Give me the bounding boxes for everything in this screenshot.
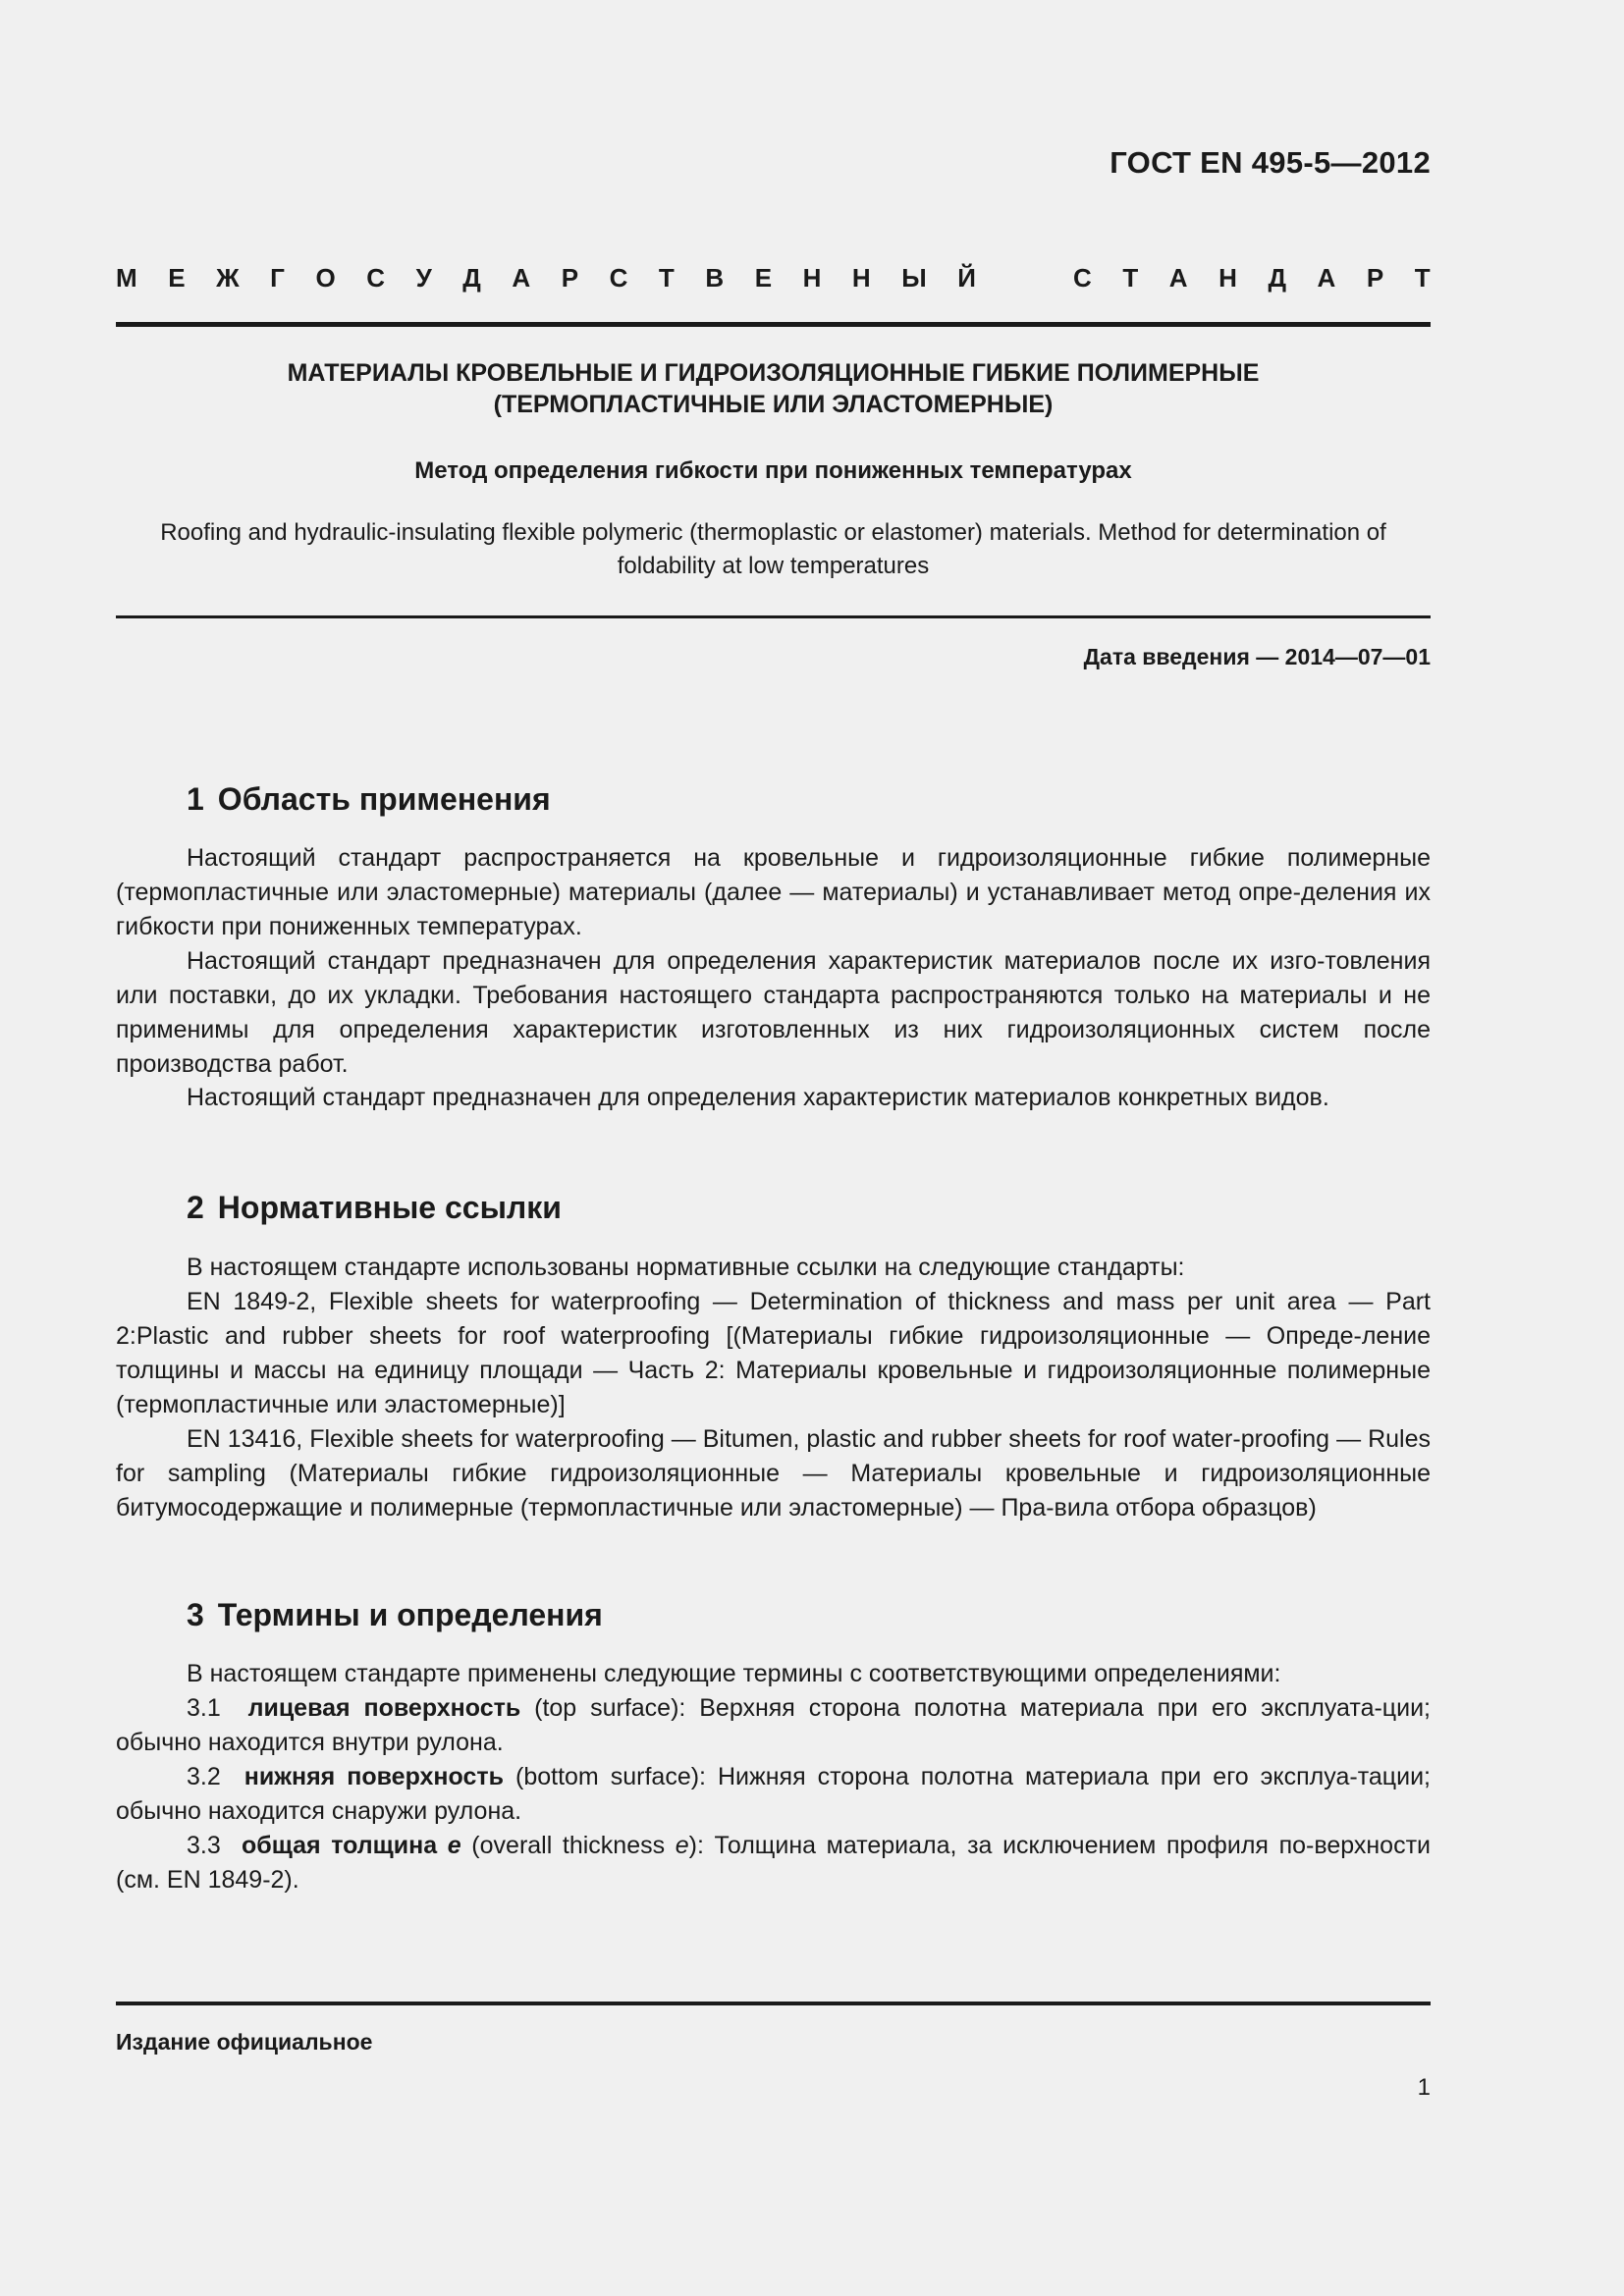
official-edition-label: Издание официальное: [116, 2029, 373, 2055]
section-number: 1: [187, 781, 204, 817]
section-number: 3: [187, 1597, 204, 1632]
heading-letter: Д: [1268, 263, 1286, 293]
interstate-standard-heading: [116, 263, 1431, 294]
term-3-3: [116, 1829, 1431, 1897]
term-symbol: e: [447, 1832, 461, 1859]
heading-letter: Д: [462, 263, 481, 293]
heading-letter: Т: [1122, 263, 1139, 293]
section-1-paragraph-3: Настоящий стандарт предназначен для определения характеристик материалов конкретных видов.: [187, 1084, 1329, 1111]
section-number: 2: [187, 1190, 204, 1225]
term-3-1: [116, 1691, 1431, 1760]
term-name: лицевая поверхность: [247, 1694, 521, 1722]
term-definition: (top surface): Верхняя сторона полотна материала при его эксплуата-ции; обычно находится внутри рулона.: [116, 1694, 1431, 1756]
word-gap: [1006, 263, 1042, 294]
term-english-symbol: e: [675, 1832, 689, 1859]
heading-letter: Е: [754, 263, 773, 293]
title-russian: [116, 357, 1431, 420]
title-en-line2: foldability at low temperatures: [617, 553, 930, 579]
section-3-paragraph-1: В настоящем стандарте применены следующие термины с соответствующими определениями:: [187, 1660, 1281, 1687]
term-definition: ): Толщина материала, за исключением профиля по-верхности (см. EN 1849-2).: [116, 1832, 1431, 1894]
heading-letter: С: [1073, 263, 1092, 293]
heading-letter: С: [366, 263, 386, 293]
heading-letter: Р: [1366, 263, 1384, 293]
term-english-prefix: (overall thickness: [460, 1832, 676, 1859]
section-title: Нормативные ссылки: [217, 1190, 562, 1225]
section-title: Область применения: [217, 781, 551, 817]
top-rule: [116, 322, 1431, 327]
heading-letter: А: [1168, 263, 1188, 293]
section-1-heading: [187, 781, 551, 818]
heading-letter: Т: [1414, 263, 1431, 293]
section-2-heading: [187, 1190, 562, 1226]
heading-letter: Й: [957, 263, 976, 293]
term-name: нижняя поверхность: [244, 1763, 504, 1790]
section-2-paragraph-1: В настоящем стандарте использованы нормативные ссылки на следующие стандарты:: [187, 1254, 1185, 1281]
heading-letter: Е: [168, 263, 186, 293]
term-number: 3.3: [187, 1832, 221, 1859]
heading-letter: Г: [270, 263, 285, 293]
heading-letter: Р: [561, 263, 579, 293]
title-ru-line2: (ТЕРМОПЛАСТИЧНЫЕ ИЛИ ЭЛАСТОМЕРНЫЕ): [493, 391, 1054, 418]
heading-letter: А: [512, 263, 531, 293]
title-english: [116, 516, 1431, 583]
heading-letter: О: [315, 263, 336, 293]
heading-letter: С: [609, 263, 628, 293]
title-ru-line1: МАТЕРИАЛЫ КРОВЕЛЬНЫЕ И ГИДРОИЗОЛЯЦИОННЫЕ ГИБКИЕ ПОЛИМЕРНЫЕ: [287, 359, 1260, 387]
bottom-rule: [116, 2002, 1431, 2005]
heading-letter: Ж: [216, 263, 240, 293]
section-1-paragraph-1: Настоящий стандарт распространяется на кровельные и гидроизоляционные гибкие полимерные (термопластичные или эластомерные) материалы (далее — материалы) и устанавливает метод опре-деления их гибкости при пониженных температурах.: [116, 844, 1431, 940]
heading-letter: Н: [851, 263, 871, 293]
term-number: 3.2: [187, 1763, 221, 1790]
heading-letter: А: [1317, 263, 1336, 293]
heading-letter: Т: [658, 263, 675, 293]
term-3-2: [116, 1760, 1431, 1829]
standard-code: ГОСТ EN 495-5—2012: [1110, 145, 1431, 180]
subtitle-russian: Метод определения гибкости при пониженных температурах: [414, 457, 1132, 484]
page-number: 1: [1417, 2074, 1431, 2101]
introduction-date: Дата введения — 2014—07—01: [1083, 644, 1431, 669]
section-2-reference-en13416: EN 13416, Flexible sheets for waterproofing — Bitumen, plastic and rubber sheets for roof water-proofing — Rules for sampling (Материалы гибкие гидроизоляционные — Материалы кровельные и гидроизоляционные битумосодержащие и полимерные (термопластичные или эластомерные) — Пра-вила отбора образцов): [116, 1425, 1431, 1522]
heading-letter: В: [705, 263, 725, 293]
term-definition: (bottom surface): Нижняя сторона полотна материала при его эксплуа-тации; обычно находится снаружи рулона.: [116, 1763, 1431, 1825]
term-name: общая толщина: [242, 1832, 438, 1859]
title-en-line1: Roofing and hydraulic-insulating flexible polymeric (thermoplastic or elastomer) materials. Method for determination of: [160, 519, 1386, 546]
heading-letter: Н: [1218, 263, 1237, 293]
term-number: 3.1: [187, 1694, 221, 1722]
section-title: Термины и определения: [217, 1597, 603, 1632]
heading-letter: Н: [802, 263, 822, 293]
section-3-heading: [187, 1597, 603, 1633]
section-1-paragraph-2: Настоящий стандарт предназначен для определения характеристик материалов после их изго-товления или поставки, до их укладки. Требования настоящего стандарта распространяются только на материалы и не применимы для определения характеристик изготовленных из них гидроизоляционных систем после производства работ.: [116, 947, 1431, 1078]
heading-letter: М: [116, 263, 137, 293]
heading-letter: У: [415, 263, 432, 293]
heading-letter: Ы: [901, 263, 927, 293]
middle-rule: [116, 615, 1431, 618]
section-2-reference-en1849: EN 1849-2, Flexible sheets for waterproofing — Determination of thickness and mass per unit area — Part 2:Plastic and rubber sheets for roof waterproofing [(Материалы гибкие гидроизоляционные — Опреде-ление толщины и массы на единицу площади — Часть 2: Материалы кровельные и гидроизоляционные полимерные (термопластичные или эластомерные)]: [116, 1288, 1431, 1418]
